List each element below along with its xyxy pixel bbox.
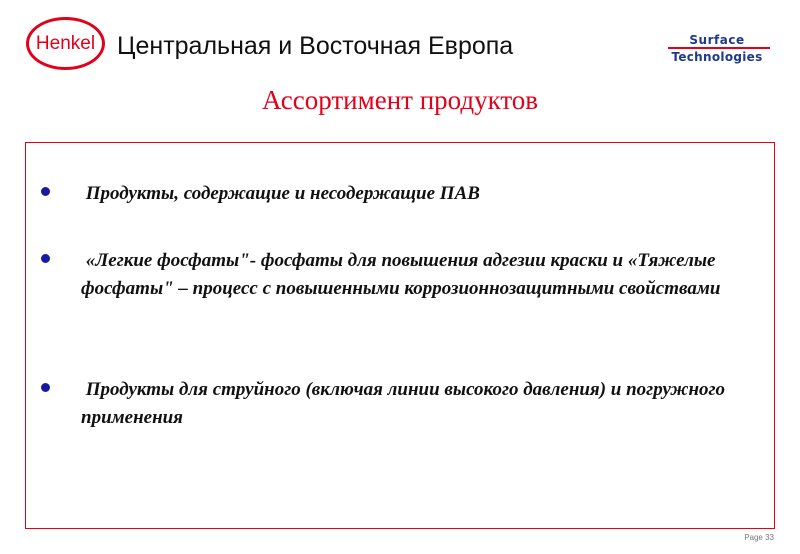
bullet-dot-icon <box>41 187 50 196</box>
bullet-text: «Легкие фосфаты"- фосфаты для повышения адгезии краски и «Тяжелые фосфаты" – процесс с повышенными коррозионнозащитными свойствами <box>81 250 721 299</box>
brand-line-2: Technologies <box>671 50 763 64</box>
henkel-logo <box>26 17 105 70</box>
surface-technologies-logo <box>658 34 776 63</box>
bullet-dot-icon <box>41 254 50 263</box>
brand-line-1: Surface <box>689 33 745 47</box>
henkel-logo-text: Henkel <box>35 32 96 54</box>
region-title: Центральная и Восточная Европа <box>117 32 514 60</box>
bullet-dot-icon <box>41 383 50 392</box>
slide-title: Ассортимент продуктов <box>261 85 539 115</box>
page-number: Page 33 <box>744 533 774 542</box>
bullet-text: Продукты, содержащие и несодержащие ПАВ <box>81 183 480 204</box>
bullet-text: Продукты для струйного (включая линии высокого давления) и погружного применения <box>81 379 730 428</box>
brand-divider <box>668 47 770 49</box>
